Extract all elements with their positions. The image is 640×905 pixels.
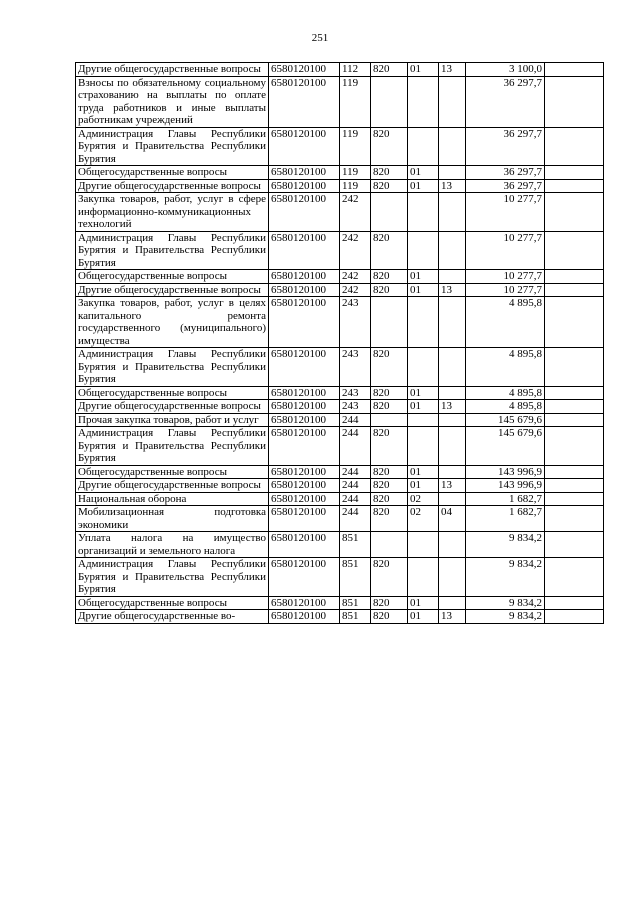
cell-target-article: 6580120100 <box>269 193 340 232</box>
cell-subsection <box>439 127 466 166</box>
cell-administrator: 820 <box>371 231 408 270</box>
cell-amount: 145 679,6 <box>466 413 545 427</box>
cell-name: Другие общегосударственные вопросы <box>76 283 269 297</box>
cell-section: 01 <box>408 610 439 624</box>
cell-administrator <box>371 76 408 127</box>
cell-target-article: 6580120100 <box>269 283 340 297</box>
cell-amount: 143 996,9 <box>466 465 545 479</box>
cell-section: 01 <box>408 166 439 180</box>
table-row <box>76 610 604 624</box>
cell-name: Уплата налога на имущество организаций и земельного налога <box>76 532 269 558</box>
cell-empty <box>545 596 604 610</box>
cell-empty <box>545 231 604 270</box>
cell-expense-type: 244 <box>340 492 371 506</box>
cell-empty <box>545 465 604 479</box>
table-row <box>76 427 604 466</box>
cell-target-article: 6580120100 <box>269 63 340 77</box>
cell-subsection: 13 <box>439 179 466 193</box>
table-row <box>76 400 604 414</box>
cell-subsection <box>439 427 466 466</box>
cell-target-article: 6580120100 <box>269 558 340 597</box>
cell-target-article: 6580120100 <box>269 127 340 166</box>
cell-target-article: 6580120100 <box>269 506 340 532</box>
table-row <box>76 479 604 493</box>
cell-administrator: 820 <box>371 400 408 414</box>
cell-section: 01 <box>408 400 439 414</box>
cell-target-article: 6580120100 <box>269 348 340 387</box>
cell-expense-type: 244 <box>340 413 371 427</box>
table-row <box>76 386 604 400</box>
cell-amount: 1 682,7 <box>466 492 545 506</box>
cell-target-article: 6580120100 <box>269 166 340 180</box>
cell-administrator: 820 <box>371 506 408 532</box>
cell-amount: 145 679,6 <box>466 427 545 466</box>
cell-name: Администрация Главы Республики Бурятия и Правительства Республики Бурятия <box>76 427 269 466</box>
table-row <box>76 596 604 610</box>
cell-empty <box>545 413 604 427</box>
cell-name: Другие общегосударственные во- <box>76 610 269 624</box>
table-row <box>76 63 604 77</box>
cell-empty <box>545 479 604 493</box>
cell-name: Закупка товаров, работ, услуг в целях капитального ремонта государственного (муниципального) имущества <box>76 297 269 348</box>
cell-amount: 4 895,8 <box>466 348 545 387</box>
cell-expense-type: 119 <box>340 127 371 166</box>
cell-target-article: 6580120100 <box>269 479 340 493</box>
table-row <box>76 413 604 427</box>
cell-empty <box>545 610 604 624</box>
cell-administrator: 820 <box>371 166 408 180</box>
cell-expense-type: 119 <box>340 76 371 127</box>
cell-subsection <box>439 558 466 597</box>
cell-expense-type: 112 <box>340 63 371 77</box>
cell-empty <box>545 532 604 558</box>
table-row <box>76 193 604 232</box>
cell-section <box>408 127 439 166</box>
cell-section <box>408 193 439 232</box>
cell-amount: 4 895,8 <box>466 386 545 400</box>
cell-target-article: 6580120100 <box>269 400 340 414</box>
cell-target-article: 6580120100 <box>269 596 340 610</box>
cell-subsection <box>439 596 466 610</box>
table-row <box>76 506 604 532</box>
cell-amount: 9 834,2 <box>466 532 545 558</box>
cell-target-article: 6580120100 <box>269 179 340 193</box>
cell-empty <box>545 179 604 193</box>
cell-section: 01 <box>408 283 439 297</box>
cell-expense-type: 242 <box>340 270 371 284</box>
cell-expense-type: 851 <box>340 558 371 597</box>
cell-section <box>408 427 439 466</box>
cell-empty <box>545 166 604 180</box>
cell-subsection <box>439 386 466 400</box>
cell-amount: 9 834,2 <box>466 596 545 610</box>
cell-target-article: 6580120100 <box>269 427 340 466</box>
cell-subsection: 13 <box>439 283 466 297</box>
cell-expense-type: 243 <box>340 386 371 400</box>
cell-administrator: 820 <box>371 63 408 77</box>
cell-name: Другие общегосударственные вопросы <box>76 179 269 193</box>
cell-administrator: 820 <box>371 127 408 166</box>
cell-expense-type: 244 <box>340 427 371 466</box>
cell-name: Другие общегосударственные вопросы <box>76 479 269 493</box>
table-row <box>76 492 604 506</box>
cell-name: Администрация Главы Республики Бурятия и Правительства Республики Бурятия <box>76 127 269 166</box>
cell-administrator: 820 <box>371 492 408 506</box>
budget-table <box>75 62 604 624</box>
cell-name: Общегосударственные вопросы <box>76 166 269 180</box>
cell-name: Общегосударственные вопросы <box>76 465 269 479</box>
cell-section <box>408 413 439 427</box>
cell-subsection <box>439 532 466 558</box>
table-row <box>76 558 604 597</box>
cell-name: Закупка товаров, работ, услуг в сфере информационно-коммуникационных технологий <box>76 193 269 232</box>
cell-administrator <box>371 297 408 348</box>
cell-subsection <box>439 297 466 348</box>
cell-name: Общегосударственные вопросы <box>76 596 269 610</box>
cell-subsection: 13 <box>439 479 466 493</box>
cell-administrator: 820 <box>371 283 408 297</box>
table-row <box>76 348 604 387</box>
cell-administrator: 820 <box>371 596 408 610</box>
cell-section: 01 <box>408 63 439 77</box>
cell-subsection <box>439 348 466 387</box>
cell-section: 01 <box>408 479 439 493</box>
cell-section: 01 <box>408 179 439 193</box>
cell-section: 01 <box>408 596 439 610</box>
table-row <box>76 76 604 127</box>
cell-empty <box>545 558 604 597</box>
cell-subsection <box>439 270 466 284</box>
table-row <box>76 532 604 558</box>
cell-empty <box>545 193 604 232</box>
cell-administrator: 820 <box>371 179 408 193</box>
cell-section: 02 <box>408 492 439 506</box>
cell-amount: 4 895,8 <box>466 400 545 414</box>
cell-subsection <box>439 413 466 427</box>
cell-section <box>408 558 439 597</box>
cell-administrator <box>371 193 408 232</box>
cell-administrator: 820 <box>371 427 408 466</box>
cell-amount: 10 277,7 <box>466 231 545 270</box>
cell-empty <box>545 506 604 532</box>
cell-amount: 36 297,7 <box>466 127 545 166</box>
cell-subsection: 13 <box>439 400 466 414</box>
cell-name: Национальная оборона <box>76 492 269 506</box>
table-row <box>76 297 604 348</box>
cell-section <box>408 231 439 270</box>
cell-expense-type: 244 <box>340 479 371 493</box>
table-row <box>76 166 604 180</box>
cell-empty <box>545 283 604 297</box>
cell-name: Мобилизационная подготовка экономики <box>76 506 269 532</box>
cell-amount: 4 895,8 <box>466 297 545 348</box>
cell-empty <box>545 386 604 400</box>
cell-amount: 143 996,9 <box>466 479 545 493</box>
cell-name: Взносы по обязательному социальному страхованию на выплаты по оплате труда работников и иные выплаты работникам учреждений <box>76 76 269 127</box>
cell-amount: 36 297,7 <box>466 179 545 193</box>
cell-target-article: 6580120100 <box>269 413 340 427</box>
table-row <box>76 283 604 297</box>
cell-amount: 36 297,7 <box>466 76 545 127</box>
cell-amount: 10 277,7 <box>466 270 545 284</box>
cell-expense-type: 851 <box>340 596 371 610</box>
cell-empty <box>545 76 604 127</box>
cell-subsection <box>439 465 466 479</box>
page-number: 251 <box>311 32 329 44</box>
cell-amount: 9 834,2 <box>466 610 545 624</box>
cell-expense-type: 242 <box>340 231 371 270</box>
cell-name: Общегосударственные вопросы <box>76 270 269 284</box>
table-row <box>76 465 604 479</box>
cell-expense-type: 242 <box>340 283 371 297</box>
cell-administrator: 820 <box>371 610 408 624</box>
cell-section: 01 <box>408 386 439 400</box>
cell-amount: 9 834,2 <box>466 558 545 597</box>
cell-empty <box>545 348 604 387</box>
cell-target-article: 6580120100 <box>269 532 340 558</box>
cell-expense-type: 242 <box>340 193 371 232</box>
cell-name: Прочая закупка товаров, работ и услуг <box>76 413 269 427</box>
cell-empty <box>545 270 604 284</box>
cell-amount: 3 100,0 <box>466 63 545 77</box>
cell-expense-type: 243 <box>340 348 371 387</box>
cell-expense-type: 244 <box>340 506 371 532</box>
cell-expense-type: 119 <box>340 179 371 193</box>
cell-subsection <box>439 492 466 506</box>
cell-administrator <box>371 532 408 558</box>
cell-administrator: 820 <box>371 348 408 387</box>
cell-empty <box>545 400 604 414</box>
cell-expense-type: 244 <box>340 465 371 479</box>
cell-amount: 10 277,7 <box>466 283 545 297</box>
cell-subsection <box>439 76 466 127</box>
cell-subsection: 13 <box>439 610 466 624</box>
cell-target-article: 6580120100 <box>269 386 340 400</box>
cell-subsection <box>439 231 466 270</box>
cell-target-article: 6580120100 <box>269 465 340 479</box>
cell-administrator: 820 <box>371 558 408 597</box>
cell-section <box>408 532 439 558</box>
cell-empty <box>545 492 604 506</box>
cell-expense-type: 243 <box>340 297 371 348</box>
cell-empty <box>545 63 604 77</box>
cell-administrator: 820 <box>371 270 408 284</box>
cell-empty <box>545 427 604 466</box>
cell-expense-type: 243 <box>340 400 371 414</box>
cell-section: 01 <box>408 465 439 479</box>
cell-subsection <box>439 193 466 232</box>
cell-expense-type: 851 <box>340 610 371 624</box>
table-row <box>76 270 604 284</box>
table-row <box>76 231 604 270</box>
cell-section <box>408 76 439 127</box>
cell-administrator: 820 <box>371 386 408 400</box>
cell-expense-type: 119 <box>340 166 371 180</box>
cell-target-article: 6580120100 <box>269 297 340 348</box>
cell-target-article: 6580120100 <box>269 270 340 284</box>
cell-target-article: 6580120100 <box>269 492 340 506</box>
cell-target-article: 6580120100 <box>269 610 340 624</box>
budget-table-body <box>76 63 604 624</box>
cell-subsection: 13 <box>439 63 466 77</box>
cell-section: 01 <box>408 270 439 284</box>
cell-target-article: 6580120100 <box>269 76 340 127</box>
table-row <box>76 179 604 193</box>
table-row <box>76 127 604 166</box>
cell-section: 02 <box>408 506 439 532</box>
cell-target-article: 6580120100 <box>269 231 340 270</box>
cell-name: Общегосударственные вопросы <box>76 386 269 400</box>
cell-administrator: 820 <box>371 465 408 479</box>
cell-name: Другие общегосударственные вопросы <box>76 63 269 77</box>
cell-amount: 1 682,7 <box>466 506 545 532</box>
cell-subsection: 04 <box>439 506 466 532</box>
cell-expense-type: 851 <box>340 532 371 558</box>
cell-subsection <box>439 166 466 180</box>
cell-administrator <box>371 413 408 427</box>
cell-name: Администрация Главы Республики Бурятия и Правительства Республики Бурятия <box>76 231 269 270</box>
cell-name: Другие общегосударственные вопросы <box>76 400 269 414</box>
cell-amount: 10 277,7 <box>466 193 545 232</box>
cell-name: Администрация Главы Республики Бурятия и Правительства Республики Бурятия <box>76 348 269 387</box>
cell-administrator: 820 <box>371 479 408 493</box>
cell-empty <box>545 127 604 166</box>
cell-amount: 36 297,7 <box>466 166 545 180</box>
cell-name: Администрация Главы Республики Бурятия и Правительства Республики Бурятия <box>76 558 269 597</box>
cell-section <box>408 297 439 348</box>
cell-section <box>408 348 439 387</box>
cell-empty <box>545 297 604 348</box>
